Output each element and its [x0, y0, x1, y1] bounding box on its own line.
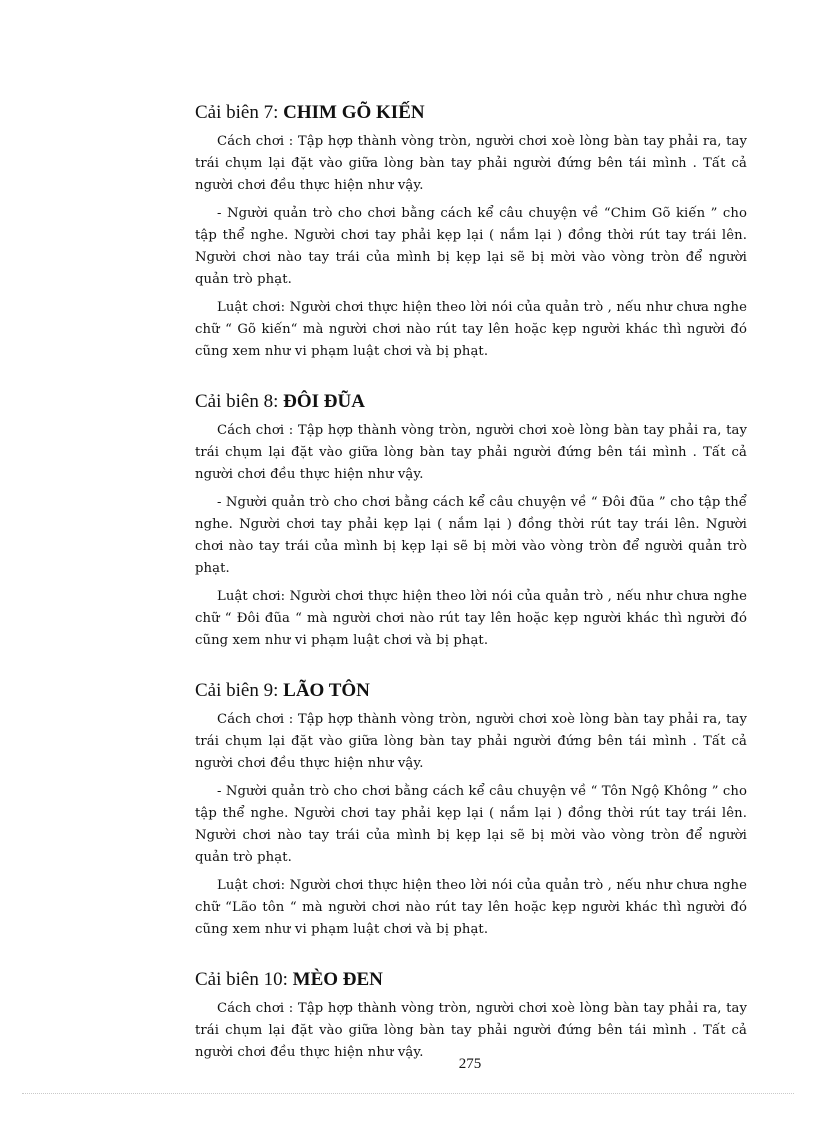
section-title-name: LÃO TÔN [283, 680, 370, 701]
paragraph-game-rules: Luật chơi: Người chơi thực hiện theo lời nói của quản trò , nếu như chưa nghe chữ “Lão tôn “ mà người chơi nào rút tay lên hoặc kẹp người khác thì người đó cũng xem như vi phạm luật chơi và bị phạt. [195, 878, 747, 937]
paragraph-rules-setup: Cách chơi : Tập hợp thành vòng tròn, người chơi xoè lòng bàn tay phải ra, tay trái chụm lại đặt vào giữa lòng bàn tay phải người đứng bên tái mình . Tất cả người chơi đều thực hiện như vậy. [195, 712, 747, 771]
section-title-prefix: Cải biên 10: [195, 969, 293, 990]
section-title [195, 967, 747, 993]
paragraph-rules-setup: Cách chơi : Tập hợp thành vòng tròn, người chơi xoè lòng bàn tay phải ra, tay trái chụm lại đặt vào giữa lòng bàn tay phải người đứng bên tái mình . Tất cả người chơi đều thực hiện như vậy. [195, 423, 747, 482]
section-cai-bien-9 [195, 678, 747, 941]
paragraph-game-play: - Người quản trò cho chơi bằng cách kể câu chuyện về “ Tôn Ngộ Không ” cho tập thể nghe. Người chơi tay phải kẹp lại ( nắm lại ) đồng thời rút tay trái lên. Người chơi nào tay trái của mình bị kẹp lại sẽ bị mời vào vòng tròn để người quản trò phạt. [195, 784, 747, 865]
section-title [195, 389, 747, 415]
paragraph-game-rules: Luật chơi: Người chơi thực hiện theo lời nói của quản trò , nếu như chưa nghe chữ “ Gõ kiến“ mà người chơi nào rút tay lên hoặc kẹp người khác thì người đó cũng xem như vi phạm luật chơi và bị phạt. [195, 300, 747, 359]
page-content [195, 100, 747, 1090]
section-title-name: CHIM GÕ KIẾN [283, 102, 425, 123]
section-cai-bien-10 [195, 967, 747, 1064]
section-title [195, 100, 747, 126]
paragraph-game-rules: Luật chơi: Người chơi thực hiện theo lời nói của quản trò , nếu như chưa nghe chữ “ Đôi đũa “ mà người chơi nào rút tay lên hoặc kẹp người khác thì người đó cũng xem như vi phạm luật chơi và bị phạt. [195, 589, 747, 648]
section-title-name: MÈO ĐEN [292, 969, 383, 990]
section-cai-bien-8 [195, 389, 747, 652]
section-title-prefix: Cải biên 8: [195, 391, 284, 412]
section-title-prefix: Cải biên 7: [195, 102, 284, 123]
section-title-prefix: Cải biên 9: [195, 680, 284, 701]
footer-divider [22, 1093, 794, 1094]
section-cai-bien-7 [195, 100, 747, 363]
paragraph-rules-setup: Cách chơi : Tập hợp thành vòng tròn, người chơi xoè lòng bàn tay phải ra, tay trái chụm lại đặt vào giữa lòng bàn tay phải người đứng bên tái mình . Tất cả người chơi đều thực hiện như vậy. [195, 134, 747, 193]
paragraph-game-play: - Người quản trò cho chơi bằng cách kể câu chuyện về “ Đôi đũa ” cho tập thể nghe. Người chơi tay phải kẹp lại ( nắm lại ) đồng thời rút tay trái lên. Người chơi nào tay trái của mình bị kẹp lại sẽ bị mời vào vòng tròn để người quản trò phạt. [195, 495, 747, 576]
paragraph-game-play: - Người quản trò cho chơi bằng cách kể câu chuyện về “Chim Gõ kiến ” cho tập thể nghe. Người chơi tay phải kẹp lại ( nắm lại ) đồng thời rút tay trái lên. Người chơi nào tay trái của mình bị kẹp lại sẽ bị mời vào vòng tròn để người quản trò phạt. [195, 206, 747, 287]
paragraph-rules-setup: Cách chơi : Tập hợp thành vòng tròn, người chơi xoè lòng bàn tay phải ra, tay trái chụm lại đặt vào giữa lòng bàn tay phải người đứng bên tái mình . Tất cả người chơi đều thực hiện như vậy. [195, 1001, 747, 1060]
section-title-name: ĐÔI ĐŨA [283, 391, 365, 412]
section-title [195, 678, 747, 704]
page-number: 275 [458, 1056, 482, 1072]
